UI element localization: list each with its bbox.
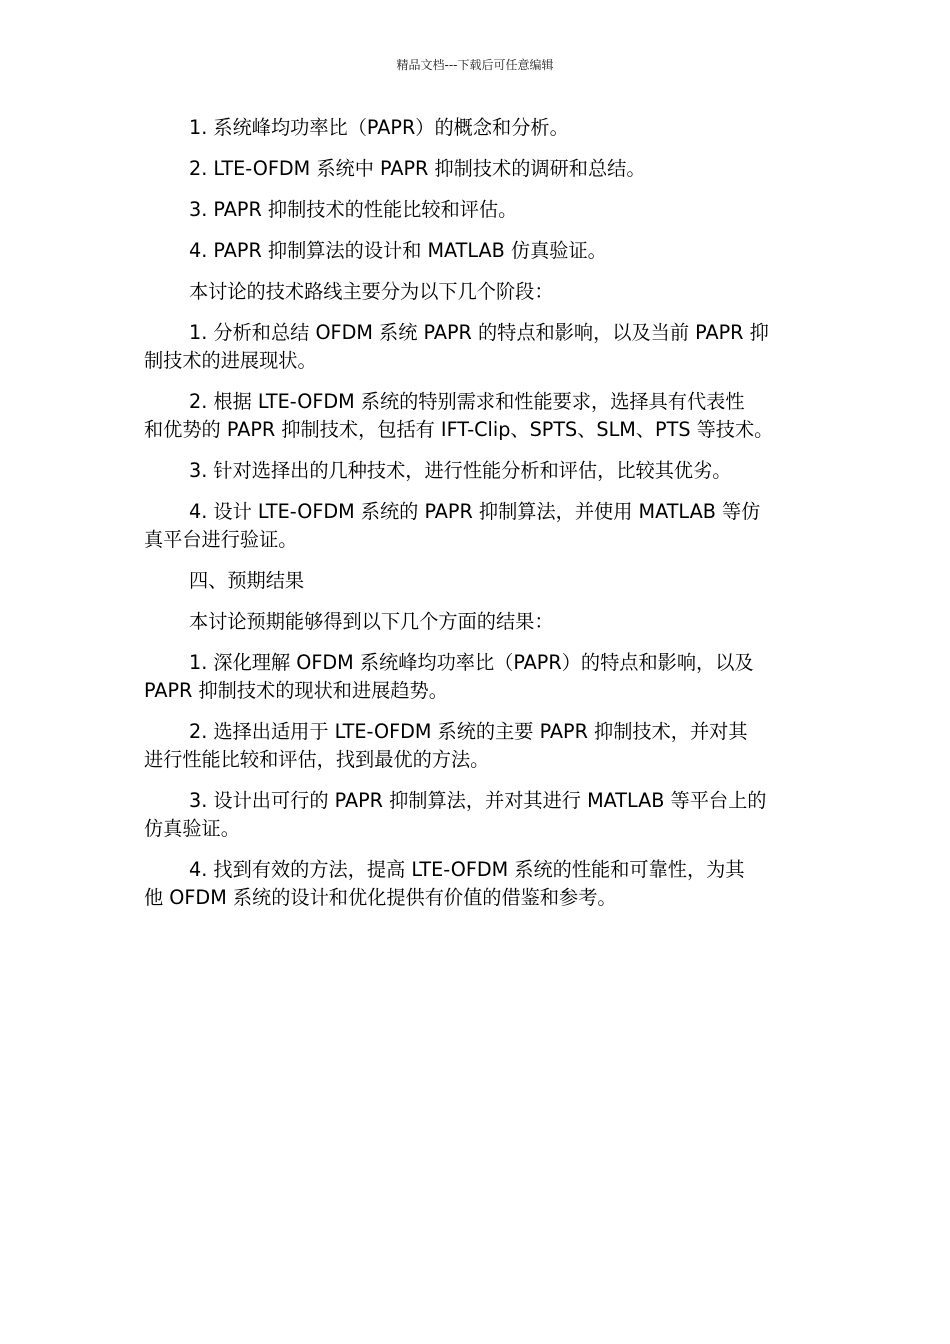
paragraph-stage-3: 3. 针对选择出的几种技术，进行性能分析和评估，比较其优劣。 — [189, 459, 732, 482]
paragraph-route-intro: 本讨论的技术路线主要分为以下几个阶段： — [189, 280, 554, 303]
paragraph-stage-2: 2. 根据 LTE-OFDM 系统的特别需求和性能要求，选择具有代表性 和优势的 PAPR 抑制技术，包括有 IFT-Clip、SPTS、SLM、PTS 等技术。 — [144, 390, 774, 441]
paragraph-results-intro: 本讨论预期能够得到以下几个方面的结果： — [189, 610, 554, 633]
paragraph-content-2: 2. LTE-OFDM 系统中 PAPR 抑制技术的调研和总结。 — [189, 157, 646, 180]
section-heading-expected-results: 四、预期结果 — [189, 569, 305, 592]
paragraph-content-4: 4. PAPR 抑制算法的设计和 MATLAB 仿真验证。 — [189, 239, 607, 262]
paragraph-content-3: 3. PAPR 抑制技术的性能比较和评估。 — [189, 198, 518, 221]
paragraph-content-1: 1. 系统峰均功率比（PAPR）的概念和分析。 — [189, 116, 569, 139]
paragraph-result-2: 2. 选择出适用于 LTE-OFDM 系统的主要 PAPR 抑制技术，并对其 进行性能比较和评估，找到最优的方法。 — [144, 720, 748, 771]
paragraph-result-4: 4. 找到有效的方法，提高 LTE-OFDM 系统的性能和可靠性，为其 他 OFDM 系统的设计和优化提供有价值的借鉴和参考。 — [144, 858, 745, 909]
paragraph-result-3: 3. 设计出可行的 PAPR 抑制算法，并对其进行 MATLAB 等平台上的 仿真验证。 — [144, 789, 767, 840]
paragraph-result-1: 1. 深化理解 OFDM 系统峰均功率比（PAPR）的特点和影响，以及 PAPR 抑制技术的现状和进展趋势。 — [144, 651, 754, 702]
paragraph-stage-4: 4. 设计 LTE-OFDM 系统的 PAPR 抑制算法，并使用 MATLAB 等仿 真平台进行验证。 — [144, 500, 761, 551]
paragraph-stage-1: 1. 分析和总结 OFDM 系统 PAPR 的特点和影响，以及当前 PAPR 抑 制技术的进展现状。 — [144, 321, 769, 372]
document-body — [144, 114, 810, 925]
page-header: 精品文档---下载后可任意编辑 — [396, 58, 554, 72]
